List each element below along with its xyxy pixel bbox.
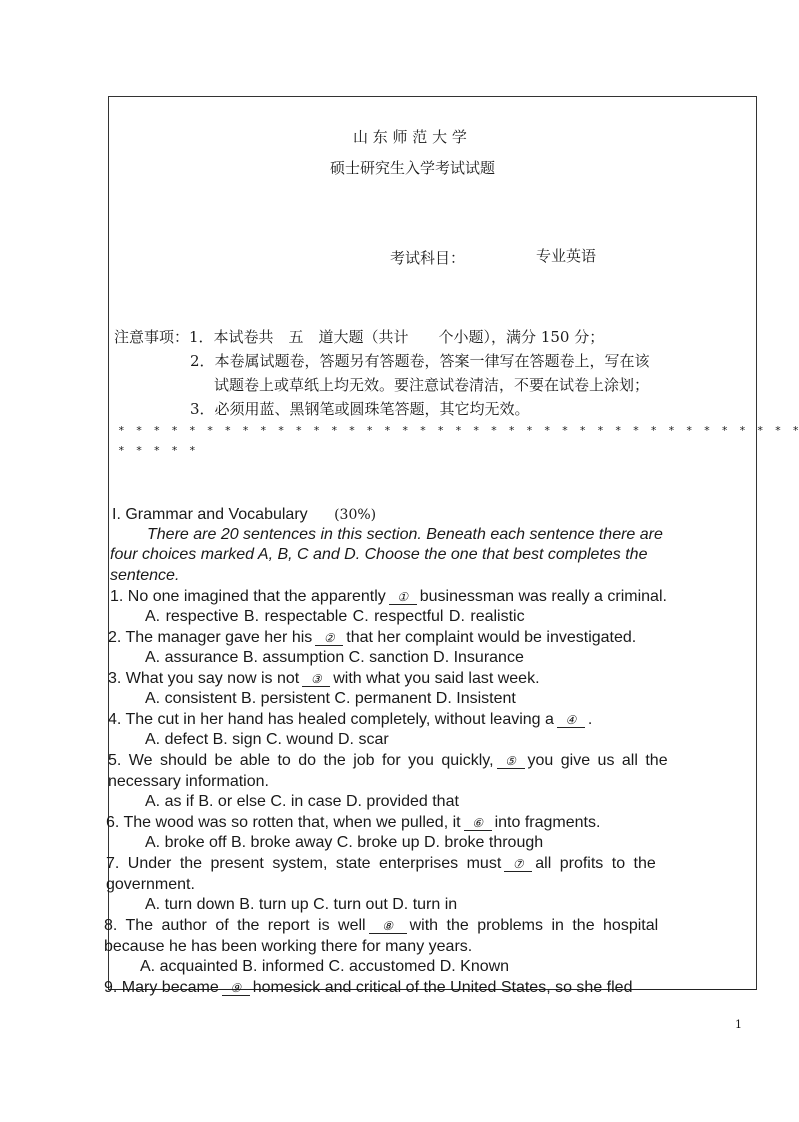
question-6-stem: 6. The wood was so rotten that, when we pulled, it: [106, 814, 461, 831]
question-5-continuation: necessary information.: [108, 773, 269, 790]
answer-blank-3: ③: [302, 672, 330, 687]
notes-line-2: 2．本卷属试题卷，答题另有答题卷，答案一律写在答题卷上，写在该: [190, 352, 650, 370]
question-8-continuation: because he has been working there for many years.: [104, 938, 473, 955]
notes-line-3: 试题卷上或草纸上均无效。要注意试卷清洁，不要在试卷上涂划；: [214, 376, 650, 394]
university-name: 山 东 师 范 大 学: [353, 128, 467, 146]
section-weight: (30%): [334, 507, 377, 523]
page-number: 1: [735, 1018, 742, 1031]
star-separator-row-1: * * * * * * * * * * * * * * * * * * * * * * * * * * * * * * * * * * * * * * *: [118, 424, 799, 437]
question-2-stem-end: that her complaint would be investigated.: [346, 629, 637, 646]
question-7: [106, 855, 656, 873]
notes-line-1: 注意事项：1．本试卷共 五 道大题（共计 个小题），满分 150 分；: [114, 328, 605, 346]
question-9-stem-end: homesick and critical of the United States, so she fled: [252, 979, 633, 996]
question-8-stem-end: with the problems in the hospital: [409, 917, 659, 934]
question-5-stem-end: you give us all the: [527, 752, 668, 769]
question-7-stem: 7. Under the present system, state enterprises must: [106, 855, 502, 872]
question-6-options: A. broke off B. broke away C. broke up D. broke through: [145, 834, 544, 851]
question-8-stem: 8. The author of the report is well: [104, 917, 366, 934]
question-7-continuation: government.: [106, 876, 195, 893]
question-3-options: A. consistent B. persistent C. permanent D. Insistent: [145, 690, 516, 707]
question-2: [108, 629, 636, 647]
answer-blank-2: ②: [315, 631, 343, 646]
answer-blank-9: ⑨: [222, 981, 250, 996]
question-3-stem: 3. What you say now is not: [108, 670, 300, 687]
answer-blank-4: ④: [557, 713, 585, 728]
question-1-stem-end: businessman was really a criminal.: [419, 588, 667, 605]
section-heading: [112, 506, 376, 524]
exam-title: 硕士研究生入学考试试题: [330, 159, 496, 177]
notes-line-4: 3．必须用蓝、黑钢笔或圆珠笔答题，其它均无效。: [190, 400, 530, 418]
question-4-options: A. defect B. sign C. wound D. scar: [145, 731, 389, 748]
question-7-options: A. turn down B. turn up C. turn out D. turn in: [145, 896, 458, 913]
question-3: [108, 670, 540, 688]
instructions-line-3: sentence.: [110, 567, 180, 584]
question-4-stem: 4. The cut in her hand has healed completely, without leaving a: [108, 711, 554, 728]
question-6-stem-end: into fragments.: [494, 814, 601, 831]
star-separator-row-2: * * * * *: [118, 444, 196, 457]
instructions-line-1: There are 20 sentences in this section. Beneath each sentence there are: [147, 526, 663, 543]
question-1: [110, 588, 667, 606]
question-1-stem: 1. No one imagined that the apparently: [110, 588, 386, 605]
answer-blank-1: ①: [389, 590, 417, 605]
instructions-line-2: four choices marked A, B, C and D. Choose the one that best completes the: [110, 546, 648, 563]
question-1-options: A. respective B. respectable C. respectful D. realistic: [145, 608, 525, 625]
question-4-stem-end: .: [587, 711, 593, 728]
question-8-options: A. acquainted B. informed C. accustomed D. Known: [140, 958, 510, 975]
answer-blank-5: ⑤: [497, 754, 525, 769]
subject-label: 考试科目：: [390, 249, 466, 267]
question-9: [104, 979, 632, 997]
question-6: [106, 814, 600, 832]
answer-blank-8: ⑧: [369, 919, 407, 934]
question-9-stem: 9. Mary became: [104, 979, 219, 996]
question-4: [108, 711, 592, 729]
question-3-stem-end: with what you said last week.: [333, 670, 540, 687]
question-5-stem: 5. We should be able to do the job for you quickly,: [108, 752, 494, 769]
question-5-options: A. as if B. or else C. in case D. provided that: [145, 793, 459, 810]
question-2-stem: 2. The manager gave her his: [108, 629, 313, 646]
answer-blank-7: ⑦: [504, 857, 532, 872]
question-2-options: A. assurance B. assumption C. sanction D. Insurance: [145, 649, 524, 666]
question-8: [104, 917, 658, 935]
section-title: I. Grammar and Vocabulary: [112, 506, 308, 523]
question-5: [108, 752, 668, 770]
question-7-stem-end: all profits to the: [535, 855, 656, 872]
answer-blank-6: ⑥: [464, 816, 492, 831]
subject-value: 专业英语: [536, 247, 597, 265]
